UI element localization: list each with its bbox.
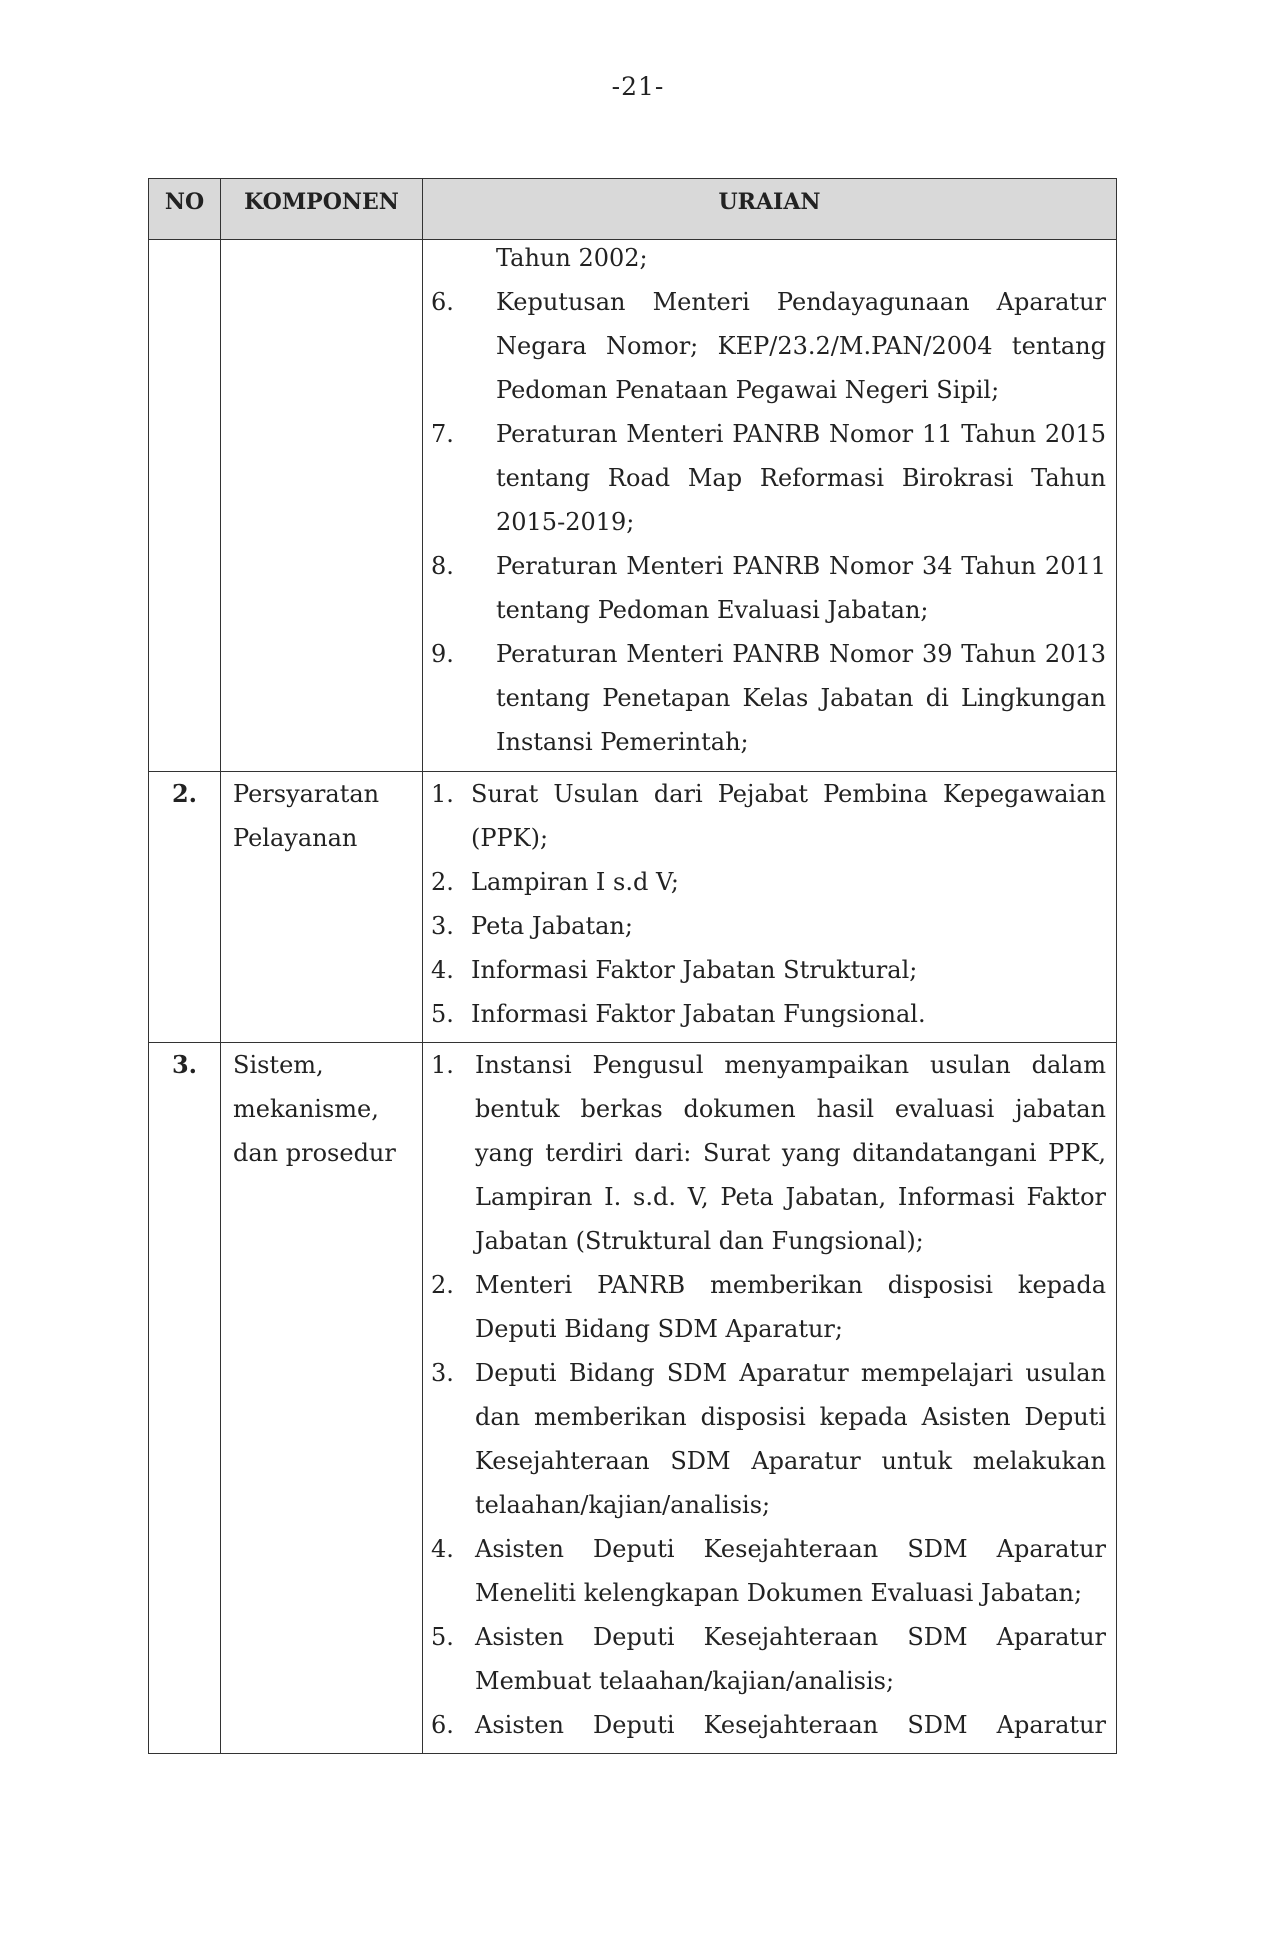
list-item: 1. Instansi Pengusul menyampaikan usulan dalam bentuk berkas dokumen hasil evaluasi jabatan yang terdiri dari: Surat yang ditandatangani PPK, Lampiran I. s.d. V, Peta Jabatan, Informasi Faktor Jabatan (Struktural dan Fungsional); — [431, 1051, 1106, 1255]
table-header-row — [149, 179, 1117, 240]
row1-no — [149, 240, 221, 772]
row3-uraian — [423, 1043, 1117, 1754]
header-uraian: URAIAN — [423, 179, 1117, 240]
list-item: 6. Keputusan Menteri Pendayagunaan Aparatur Negara Nomor; KEP/23.2/M.PAN/2004 tentang Pedoman Penataan Pegawai Negeri Sipil; — [431, 288, 1106, 404]
list-item: 7. Peraturan Menteri PANRB Nomor 11 Tahun 2015 tentang Road Map Reformasi Birokrasi Tahun 2015-2019; — [431, 420, 1106, 536]
list-item: 2. Menteri PANRB memberikan disposisi kepada Deputi Bidang SDM Aparatur; — [431, 1271, 1106, 1343]
list-item: 1. Surat Usulan dari Pejabat Pembina Kepegawaian (PPK); — [431, 780, 1106, 852]
row1-komponen — [221, 240, 423, 772]
list-item: 3. Deputi Bidang SDM Aparatur mempelajari usulan dan memberikan disposisi kepada Asisten Deputi Kesejahteraan SDM Aparatur untuk melakukan telaahan/kajian/analisis; — [431, 1359, 1106, 1519]
row2-no: 2. — [149, 772, 221, 1043]
header-komponen: KOMPONEN — [221, 179, 423, 240]
service-standard-table — [148, 178, 1117, 1754]
list-item: 2. Lampiran I s.d V; — [431, 868, 679, 896]
legal-basis-list — [431, 280, 1106, 764]
procedure-list — [431, 1043, 1106, 1747]
table-row-persyaratan — [149, 772, 1117, 1043]
requirements-list — [431, 772, 1106, 1036]
list-item: 4. Asisten Deputi Kesejahteraan SDM Aparatur Meneliti kelengkapan Dokumen Evaluasi Jabatan; — [431, 1535, 1106, 1607]
row3-no: 3. — [149, 1043, 221, 1754]
list-item: 6. Asisten Deputi Kesejahteraan SDM Aparatur — [431, 1711, 1106, 1739]
list-item: 3. Peta Jabatan; — [431, 912, 633, 940]
table-row-sistem — [149, 1043, 1117, 1754]
row1-uraian — [423, 240, 1117, 772]
page-number: -21- — [611, 72, 665, 101]
header-no: NO — [149, 179, 221, 240]
row3-komponen: Sistem, mekanisme, dan prosedur — [221, 1043, 423, 1754]
list-item: 5. Asisten Deputi Kesejahteraan SDM Aparatur Membuat telaahan/kajian/analisis; — [431, 1623, 1106, 1695]
list-item: 9. Peraturan Menteri PANRB Nomor 39 Tahun 2013 tentang Penetapan Kelas Jabatan di Lingkungan Instansi Pemerintah; — [431, 640, 1106, 756]
row2-komponen: Persyaratan Pelayanan — [221, 772, 423, 1043]
list-item: 8. Peraturan Menteri PANRB Nomor 34 Tahun 2011 tentang Pedoman Evaluasi Jabatan; — [431, 552, 1106, 624]
list-item: 4. Informasi Faktor Jabatan Struktural; — [431, 956, 918, 984]
continuation-text: Tahun 2002; — [496, 244, 648, 272]
table-row-dasar-hukum — [149, 240, 1117, 772]
list-item: 5. Informasi Faktor Jabatan Fungsional. — [431, 1000, 926, 1028]
row2-uraian — [423, 772, 1117, 1043]
